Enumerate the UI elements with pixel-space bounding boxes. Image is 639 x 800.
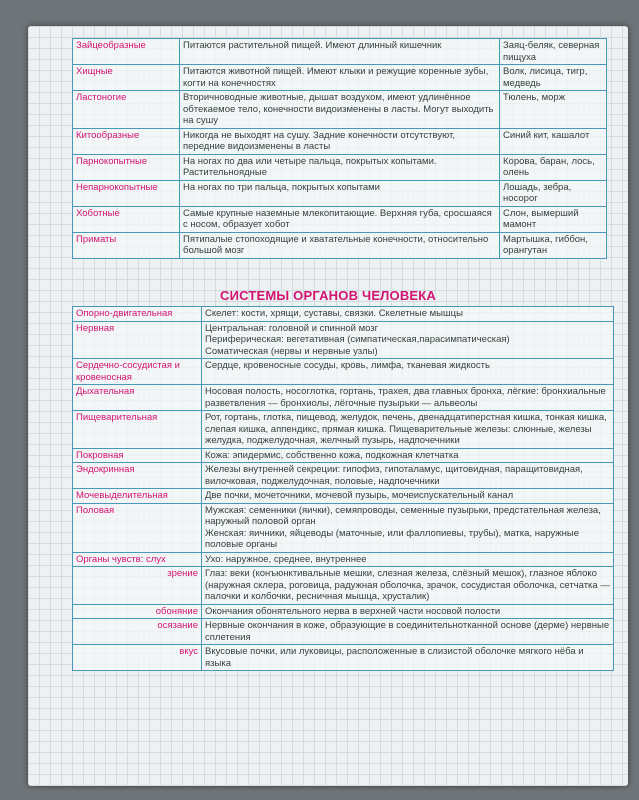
system-description: Нервные окончания в коже, образующие в соединительнотканной основе (дерме) нервные сплетения [202,619,614,645]
table-row [73,321,614,359]
group-examples: Слон, вымерший мамонт [500,206,607,232]
organ-systems-table [72,306,614,671]
group-description: На ногах по два или четыре пальца, покрытых копытами. Растительноядные [180,154,500,180]
mammal-orders-table [72,38,607,259]
system-name: Половая [73,503,202,552]
group-description: Никогда не выходят на сушу. Задние конечности отсутствуют, передние видоизменены в ласты [180,128,500,154]
system-name: Нервная [73,321,202,359]
group-examples: Тюлень, морж [500,91,607,129]
system-description: Рот, гортань, глотка, пищевод, желудок, печень, двенадцатиперстная кишка, тонкая кишка, слепая кишка, аппендикс, прямая кишка. Пищеварительные железы: слюнные, железы желудка, поджелудочная, желчный пузырь, надпочечники [202,411,614,449]
page-sheet [28,26,628,786]
group-name: Приматы [73,232,180,258]
system-description: Мужская: семенники (яички), семяпроводы, семенные пузырьки, предстательная железа, наружный половой орган Женская: яичники, яйцеводы (маточные, или фаллопиевы, трубы), матка, наружные половые органы [202,503,614,552]
table-row [73,180,607,206]
table-row [73,619,614,645]
system-description: Вкусовые почки, или луковицы, расположенные в слизистой оболочке мягкого нёба и языка [202,645,614,671]
table-row [73,552,614,567]
system-description: Окончания обонятельного нерва в верхней части носовой полости [202,604,614,619]
table-row [73,91,607,129]
system-name: Мочевыделительная [73,489,202,504]
group-description: На ногах по три пальца, покрытых копытами [180,180,500,206]
section-title: СИСТЕМЫ ОРГАНОВ ЧЕЛОВЕКА [219,288,437,303]
group-name: Хоботные [73,206,180,232]
table-row [73,567,614,605]
table-row [73,359,614,385]
table-row [73,463,614,489]
group-examples: Волк, лисица, тигр, медведь [500,65,607,91]
table-row [73,65,607,91]
system-name: Органы чувств: слух [73,552,202,567]
system-name: Дыхательная [73,385,202,411]
system-description: Скелет: кости, хрящи, суставы, связки. Скелетные мышцы [202,307,614,322]
table-row [73,39,607,65]
table-row [73,232,607,258]
system-description: Две почки, мочеточники, мочевой пузырь, мочеиспускательный канал [202,489,614,504]
system-name: Эндокринная [73,463,202,489]
group-name: Хищные [73,65,180,91]
table-row [73,206,607,232]
table-row [73,128,607,154]
table-row [73,411,614,449]
system-description: Ухо: наружное, среднее, внутреннее [202,552,614,567]
table-row [73,154,607,180]
group-description: Вторичноводные животные, дышат воздухом, имеют удлинённое обтекаемое тело, конечности видоизменены в ласты. Могут выходить на сушу [180,91,500,129]
group-description: Пятипалые стопоходящие и хватательные конечности, относительно большой мозг [180,232,500,258]
group-description: Питаются животной пищей. Имеют клыки и режущие коренные зубы, когти на конечностях [180,65,500,91]
group-examples: Синий кит, кашалот [500,128,607,154]
table-row [73,489,614,504]
table-row [73,307,614,322]
group-name: Китообразные [73,128,180,154]
table-row [73,448,614,463]
group-examples: Заяц-беляк, северная пищуха [500,39,607,65]
group-name: Парнокопытные [73,154,180,180]
system-description: Центральная: головной и спинной мозг Периферическая: вегетативная (симпатическая,парасимпатическая) Соматическая (нервы и нервные узлы) [202,321,614,359]
system-name: вкус [73,645,202,671]
system-description: Железы внутренней секреции: гипофиз, гипоталамус, щитовидная, паращитовидная, вилочковая, поджелудочная, половые, надпочечники [202,463,614,489]
group-name: Зайцеобразные [73,39,180,65]
group-description: Питаются растительной пищей. Имеют длинный кишечник [180,39,500,65]
system-description: Носовая полость, носоглотка, гортань, трахея, два главных бронха, лёгкие: бронхиальные разветвления — бронхиолы, лёгочные пузырьки — альвеолы [202,385,614,411]
system-name: зрение [73,567,202,605]
system-name: Пищеварительная [73,411,202,449]
group-name: Ластоногие [73,91,180,129]
table-row [73,604,614,619]
group-examples: Мартышка, гиббон, орангутан [500,232,607,258]
system-name: Опорно-двигательная [73,307,202,322]
group-examples: Корова, баран, лось, олень [500,154,607,180]
system-description: Сердце, кровеносные сосуды, кровь, лимфа, тканевая жидкость [202,359,614,385]
table-row [73,645,614,671]
system-description: Кожа: эпидермис, собственно кожа, подкожная клетчатка [202,448,614,463]
group-examples: Лошадь, зебра, носорог [500,180,607,206]
system-name: обоняние [73,604,202,619]
system-name: Покровная [73,448,202,463]
table-row [73,503,614,552]
group-name: Непарнокопытные [73,180,180,206]
system-name: Сердечно-сосудистая и кровеносная [73,359,202,385]
group-description: Самые крупные наземные млекопитающие. Верхняя губа, сросшаяся с носом, образует хобот [180,206,500,232]
table-row [73,385,614,411]
system-name: осязание [73,619,202,645]
system-description: Глаз: веки (конъюнктивальные мешки, слезная железа, слёзный мешок), глазное яблоко (наружная склера, роговица, радужная оболочка, зрачок, сосудистая оболочка, сетчатка — палочки и колбочки, ресничная мышца, хрусталик) [202,567,614,605]
